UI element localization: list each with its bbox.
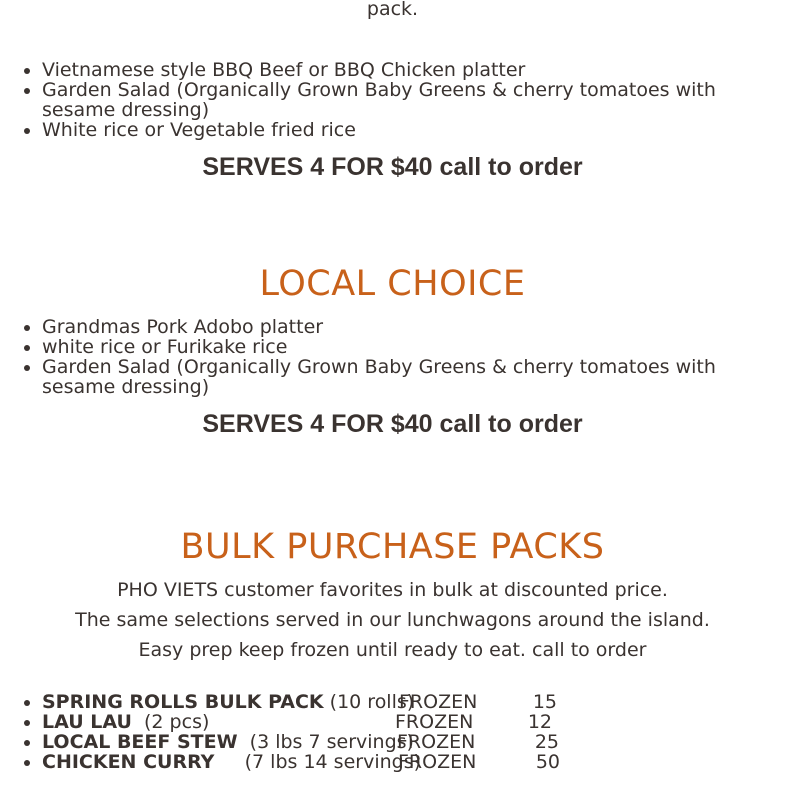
bulk-item-qty: (7 lbs 14 servings) — [214, 751, 422, 773]
local-choice-title: LOCAL CHOICE — [259, 264, 526, 304]
local-choice-list — [0, 317, 722, 397]
bulk-item-state: FROZEN — [395, 711, 474, 733]
bulk-item-name: LOCAL BEEF STEW — [42, 731, 238, 753]
bulk-description-line: The same selections served in our lunchwagons around the island. — [75, 609, 710, 631]
bulk-item-state: FROZEN — [398, 751, 477, 773]
bulk-item-qty: (2 pcs) — [131, 711, 210, 733]
viet-platter-list — [0, 60, 722, 140]
bulk-item-name: SPRING ROLLS BULK PACK — [42, 691, 324, 713]
bulk-item-state: FROZEN — [397, 731, 476, 753]
bulk-item-qty: (10 rolls) — [323, 691, 415, 713]
bulk-item-qty: (3 lbs 7 servings) — [237, 731, 414, 753]
bulk-pack-list — [0, 692, 722, 772]
viet-serves-line: SERVES 4 FOR $40 call to order — [202, 153, 583, 181]
list-item — [42, 692, 722, 712]
bulk-item-price: 15 — [532, 691, 557, 713]
bulk-item-name: LAU LAU — [42, 711, 132, 733]
bulk-item-price: 12 — [527, 711, 552, 733]
list-item: • White rice or Vegetable fried rice — [42, 120, 722, 140]
bulk-description-line: Easy prep keep frozen until ready to eat. call to order — [138, 639, 647, 661]
bulk-description-line: PHO VIETS customer favorites in bulk at discounted price. — [117, 579, 668, 601]
list-item: • Garden Salad (Organically Grown Baby Greens & cherry tomatoes with sesame dressing) — [42, 357, 722, 397]
intro-fragment: pack. — [366, 0, 419, 20]
list-item: • Vietnamese style BBQ Beef or BBQ Chicken platter — [42, 60, 722, 80]
bulk-title: BULK PURCHASE PACKS — [180, 527, 605, 567]
list-item — [42, 752, 722, 772]
bulk-item-price: 25 — [534, 731, 559, 753]
bulk-item-name: CHICKEN CURRY — [42, 751, 215, 773]
list-item: • white rice or Furikake rice — [42, 337, 722, 357]
list-item: • Garden Salad (Organically Grown Baby Greens & cherry tomatoes with sesame dressing) — [42, 80, 722, 120]
list-item — [42, 712, 722, 732]
local-choice-serves-line: SERVES 4 FOR $40 call to order — [202, 410, 583, 438]
bulk-item-state: FROZEN — [399, 691, 478, 713]
bulk-item-price: 50 — [535, 751, 560, 773]
list-item: • Grandmas Pork Adobo platter — [42, 317, 722, 337]
list-item — [42, 732, 722, 752]
